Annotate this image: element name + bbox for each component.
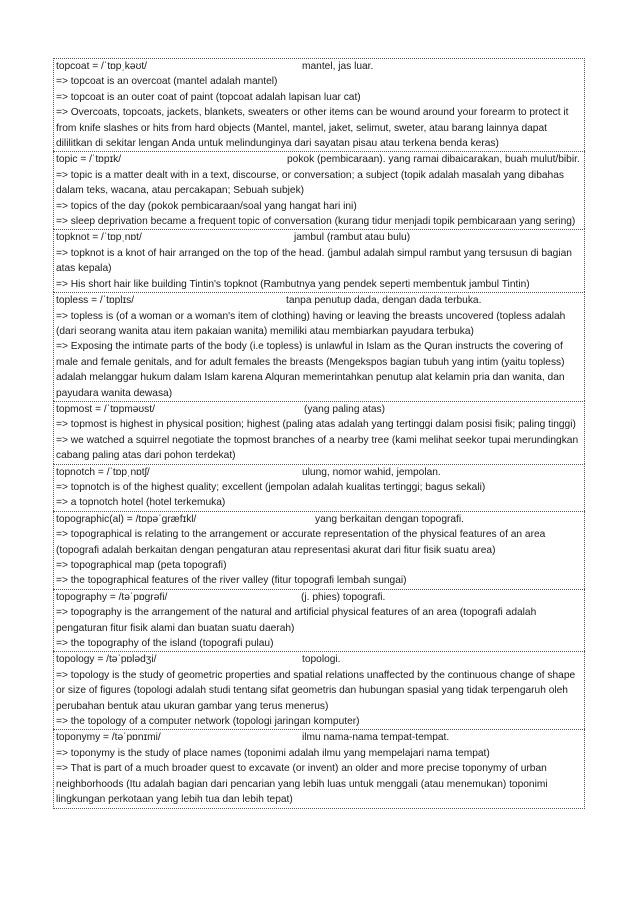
entry-example-line: => we watched a squirrel negotiate the topmost branches of a nearby tree (kami melihat seekor tupai merundingkan cabang paling atas dari pohon terdekat) [56, 434, 579, 462]
entry-example-line: => toponymy is the study of place names (toponimi adalah ilmu yang mempelajari nama tempat) [56, 747, 490, 759]
dictionary-entry [53, 58, 585, 151]
entry-example-line: => topmost is highest in physical position; highest (paling atas adalah yang tertinggi dalam posisi fisik; paling tinggi) [56, 419, 576, 431]
entry-meaning: pokok (pembicaraan). yang ramai dibaicarakan, buah mulut/bibir. [287, 154, 580, 166]
dictionary-entry [53, 401, 585, 464]
entry-example-line: => Overcoats, topcoats, jackets, blankets, sweaters or other items can be wound around your forearm to protect it from knife slashes or hits from hard objects (Mantel, mantel, jaket, selimut, sweter, atau barang lainnya dapat dililitkan di sekitar lengan Anda untuk melindunginya dari sayatan pisau atau terkena benda keras) [56, 107, 569, 150]
dictionary-entry [53, 292, 585, 401]
entry-headword-row [56, 590, 582, 605]
entry-headword-row [56, 152, 582, 167]
entry-example-line: => topics of the day (pokok pembicaraan/soal yang hangat hari ini) [56, 200, 357, 212]
entry-headword-row [56, 465, 582, 480]
dictionary-entry [53, 511, 585, 589]
entry-meaning: jambul (rambut atau bulu) [294, 232, 411, 244]
entry-meaning: (j. phies) topografi. [301, 591, 386, 603]
entry-meaning: tanpa penutup dada, dengan dada terbuka. [286, 295, 482, 307]
entry-example-line: => topless is (of a woman or a woman's item of clothing) having or leaving the breasts uncovered (topless adalah (dari seorang wanita atau item pakaian wanita) memiliki atau membiarkan payudara terbuka) [56, 310, 566, 337]
entry-term: topic = /ˈtɒpɪk/ [56, 154, 122, 166]
dictionary-entry [53, 464, 585, 511]
entry-example-line: => Exposing the intimate parts of the body (i.e topless) is unlawful in Islam as the Quran instructs the covering of male and female genitals, and for adult females the breasts (Mengekspos bagian tubuh yang intim (yaitu topless) adalah melanggar hukum dalam Islam karena Alquran memerintahkan penutup alat kelamin pria dan wanita, dan payudara wanita dewasa) [56, 341, 565, 399]
document-page [53, 58, 585, 809]
entry-example-line: => His short hair like building Tintin's topknot (Rambutnya yang pendek seperti membentuk jambul Tintin) [56, 278, 530, 290]
entry-term: toponymy = /təˈpɒnɪmi/ [56, 732, 161, 744]
entry-term: topnotch = /ˈtɒpˌnɒtʃ/ [56, 466, 150, 478]
entry-example-line: => the topology of a computer network (topologi jaringan komputer) [56, 716, 360, 728]
entry-example-line: => topic is a matter dealt with in a text, discourse, or conversation; a subject (topik adalah masalah yang dibahas dalam teks, wacana, atau percakapan; Sebuah subjek) [56, 169, 564, 197]
entry-term: topknot = /ˈtɒpˌnɒt/ [56, 232, 142, 244]
dictionary-entry [53, 229, 585, 292]
dictionary-entry [53, 151, 585, 229]
entry-meaning: mantel, jas luar. [302, 61, 374, 72]
entry-example-line: => topnotch is of the highest quality; excellent (jempolan adalah kualitas tertinggi; bagus sekali) [56, 481, 486, 493]
entry-example-line: => the topographical features of the river valley (fitur topografi lembah sungai) [56, 575, 407, 587]
entry-headword-row [56, 293, 582, 308]
entry-headword-row [56, 730, 582, 745]
entry-headword-row [56, 402, 582, 417]
entry-meaning: yang berkaitan dengan topografi. [315, 513, 464, 525]
entry-term: topcoat = /ˈtɒpˌkəʊt/ [56, 61, 148, 72]
entry-meaning: ulung, nomor wahid, jempolan. [302, 466, 441, 478]
entry-term: topography = /təˈpɒgrəfi/ [56, 591, 168, 603]
entry-term: topmost = /ˈtɒpməʊst/ [56, 403, 155, 415]
entry-meaning: ilmu nama-nama tempat-tempat. [302, 732, 450, 744]
entry-example-line: => topcoat is an overcoat (mantel adalah mantel) [56, 76, 278, 88]
entry-example-line: => topology is the study of geometric properties and spatial relations unaffected by the continuous change of shape or size of figures (topologi adalah studi tentang sifat geometris dan hubungan spasial yang tidak terpengaruh oleh perubahan bentuk atau ukuran gambar yang terus menerus) [56, 669, 576, 712]
entry-example-line: => topographical is relating to the arrangement or accurate representation of the physical features of an area (topografi adalah berkaitan dengan pengaturan atau representasi akurat dari fitur fisik suatu area) [56, 529, 546, 556]
entry-headword-row [56, 59, 582, 74]
entry-meaning: (yang paling atas) [304, 403, 385, 415]
dictionary-entry [53, 651, 585, 729]
entry-example-line: => the topography of the island (topografi pulau) [56, 638, 274, 650]
dictionary-entry [53, 589, 585, 652]
entry-term: topographic(al) = /tɒpəˈgræfɪkl/ [56, 513, 197, 525]
entry-headword-row [56, 512, 582, 527]
entry-example-line: => topknot is a knot of hair arranged on the top of the head. (jambul adalah simpul rambut yang tersusun di bagian atas kepala) [56, 247, 572, 275]
entry-example-line: => topcoat is an outer coat of paint (topcoat adalah lapisan luar cat) [56, 91, 361, 103]
entry-example-line: => sleep deprivation became a frequent topic of conversation (kurang tidur menjadi topik pembicaraan yang sering) [56, 216, 576, 228]
entry-term: topless = /ˈtɒplɪs/ [56, 295, 135, 307]
entry-example-line: => topography is the arrangement of the natural and artificial physical features of an area (topografi adalah pengaturan fitur fisik alami dan buatan suatu daerah) [56, 607, 537, 634]
entry-meaning: topologi. [302, 654, 341, 666]
entry-example-line: => That is part of a much broader quest to excavate (or invent) an older and more precise toponymy of urban neighborhoods (Itu adalah bagian dari pencarian yang lebih luas untuk menggali (atau menemukan) toponimi lingkungan perkotaan yang lebih tua dan lebih tepat) [56, 763, 548, 806]
dictionary-entry [53, 729, 585, 808]
entry-headword-row [56, 652, 582, 667]
entry-term: topology = /təˈpɒlədʒi/ [56, 654, 157, 666]
entry-headword-row [56, 230, 582, 245]
entry-example-line: => topographical map (peta topografi) [56, 560, 227, 571]
entry-example-line: => a topnotch hotel (hotel terkemuka) [56, 497, 226, 509]
